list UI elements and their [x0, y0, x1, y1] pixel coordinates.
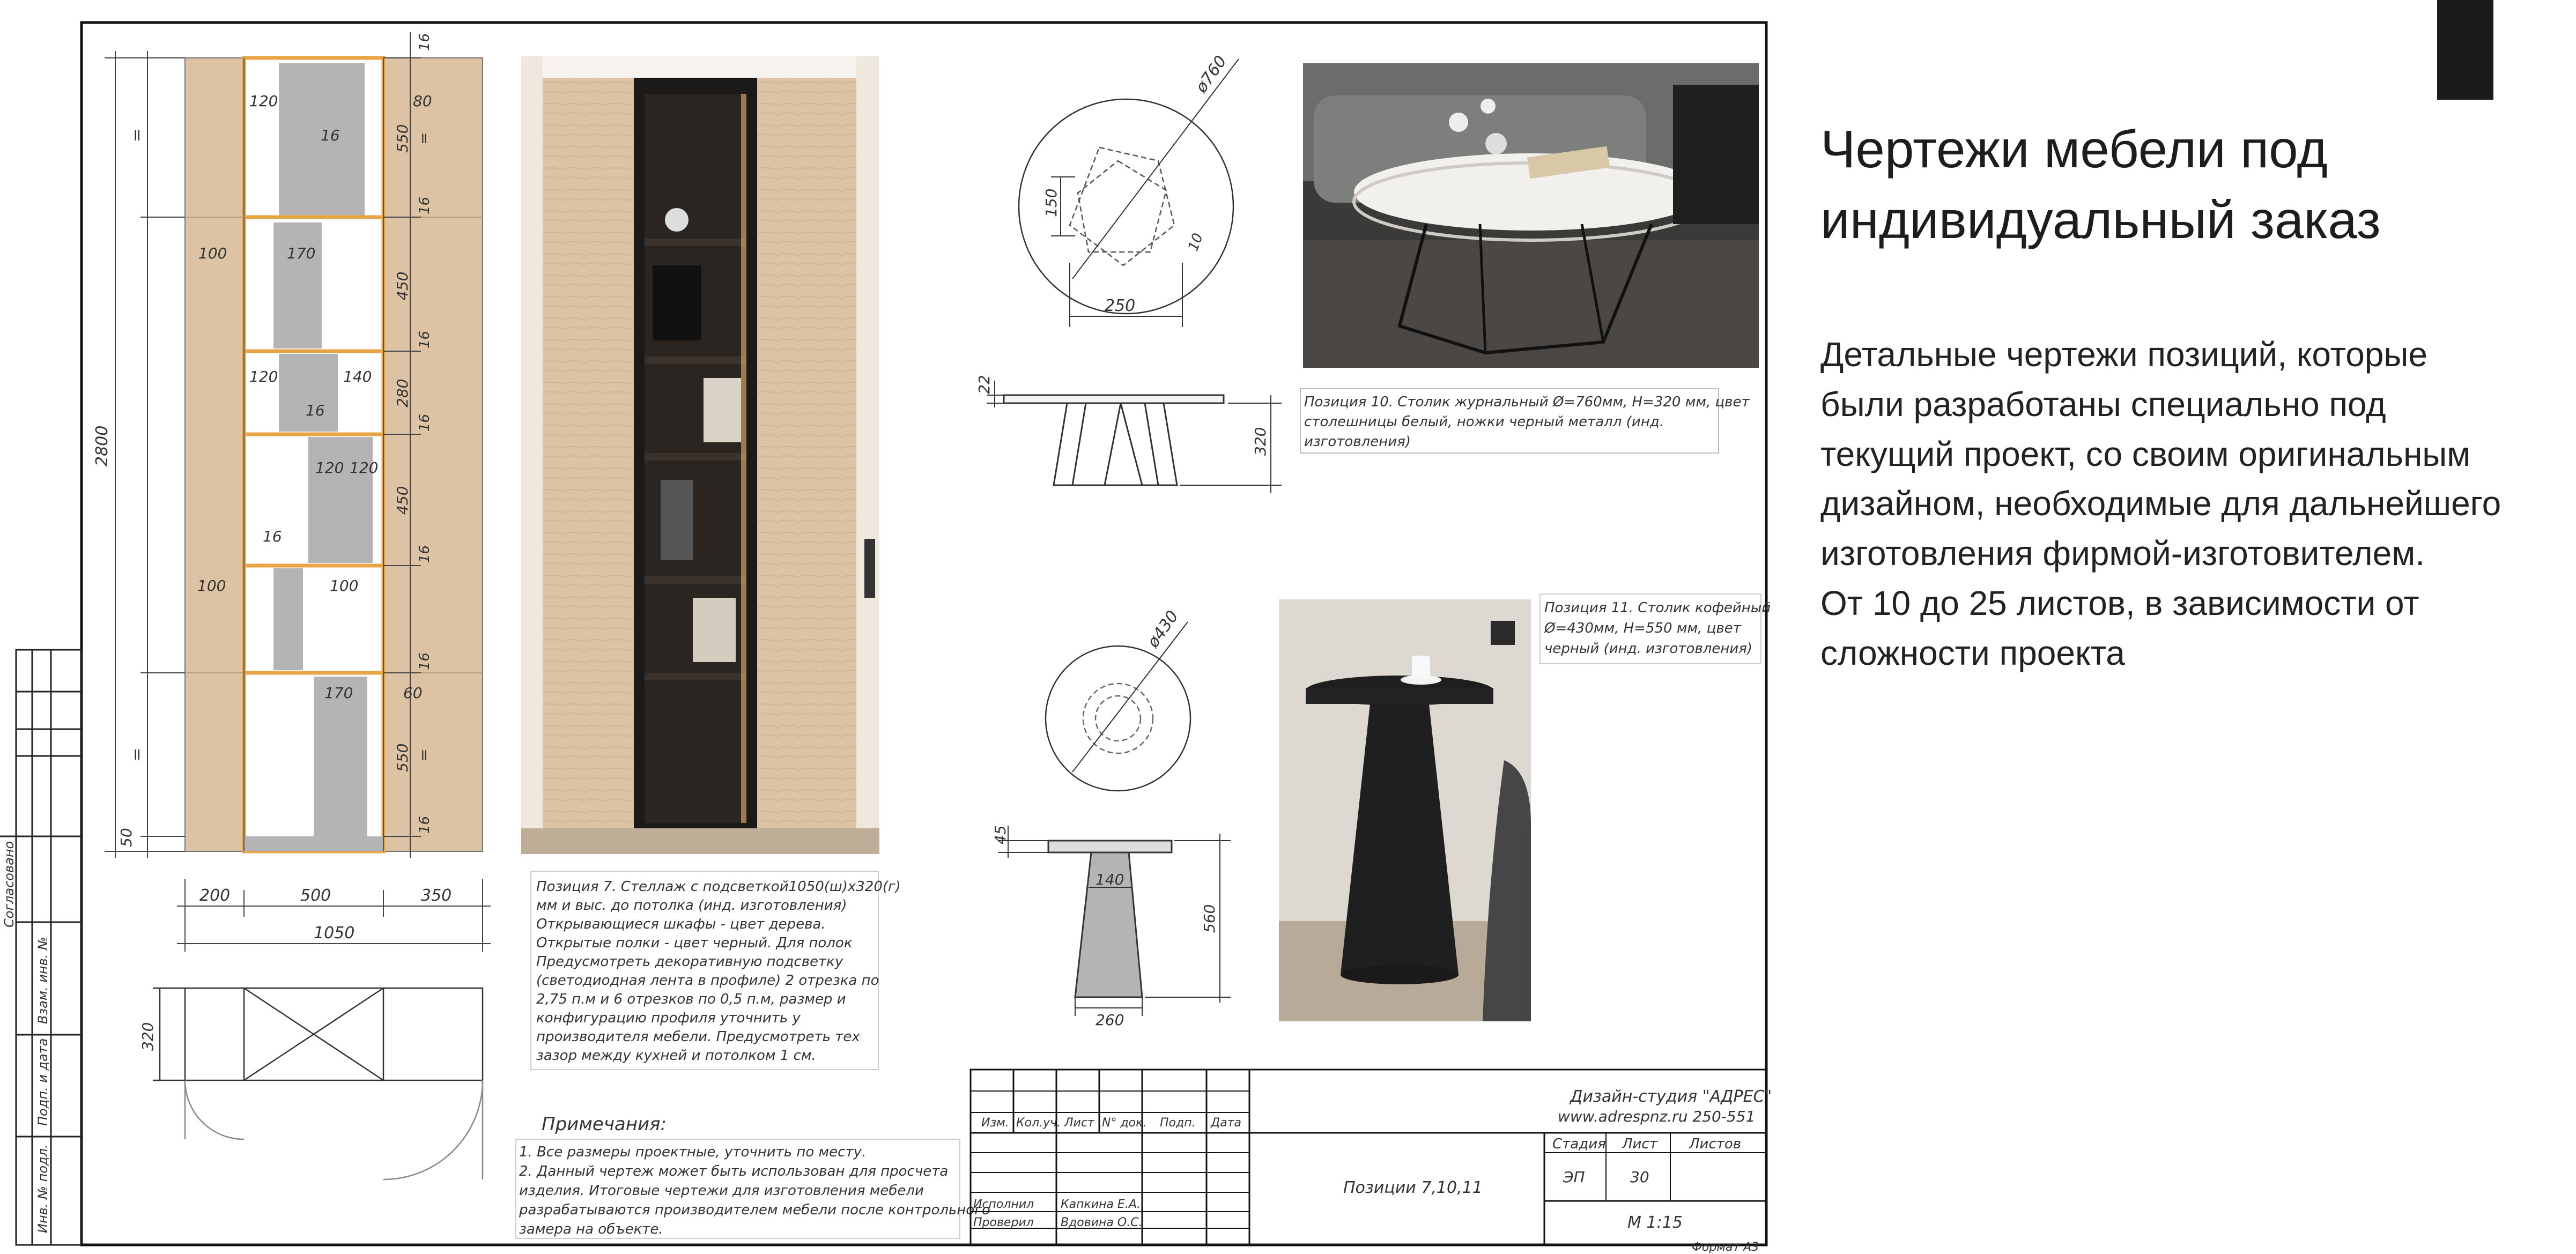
dim-i5: 170: [287, 244, 316, 262]
notes-title: Примечания:: [542, 1114, 667, 1135]
table11-elevation: [998, 826, 1231, 1016]
tb-col-izm: Изм.: [981, 1116, 1009, 1130]
shelf-caption-l5: Предусмотреть декоративную подсветку: [536, 954, 843, 970]
note-5: замера на объекте.: [519, 1221, 663, 1237]
stamp-agreed: Согласовано: [2, 841, 17, 927]
dim-s2: 550: [394, 124, 411, 153]
dim-t11-260: 260: [1095, 1011, 1124, 1029]
desc-line-3: текущий проект, со своим оригинальным: [1820, 434, 2471, 473]
tb-sheet-label: Лист: [1622, 1136, 1657, 1152]
dim-s1: 16: [417, 33, 433, 51]
tb-col-sign: Подп.: [1160, 1116, 1196, 1130]
dim-eq-right-top: =: [415, 132, 433, 145]
dim-i3: 80: [413, 92, 432, 110]
note-4: разрабатываются производителем мебели после контрольного: [519, 1202, 990, 1218]
tb-format: Формат А3: [1692, 1241, 1759, 1254]
dim-w1: 200: [199, 886, 231, 905]
note-3: изделия. Итоговые чертежи для изготовления мебели: [519, 1183, 924, 1199]
tb-stage-label: Стадия: [1552, 1136, 1606, 1152]
desc-line-6: От 10 до 25 листов, в зависимости от: [1820, 583, 2419, 622]
dim-s11: 16: [417, 652, 433, 670]
dim-s6: 280: [394, 379, 411, 407]
table10-photo-art: [1303, 63, 1759, 368]
tb-positions: Позиции 7,10,11: [1343, 1178, 1483, 1197]
dim-i2: 16: [321, 127, 340, 144]
dim-i1: 120: [249, 92, 278, 110]
dim-i9: 120: [315, 459, 344, 477]
dim-s12: 16: [417, 815, 433, 834]
dim-t10-22: 22: [975, 375, 993, 394]
table11-caption-l1: Позиция 11. Столик кофейный: [1544, 600, 1771, 616]
tb-sheets-label: Листов: [1689, 1136, 1742, 1152]
dim-i4: 100: [198, 244, 227, 262]
dim-eq-bottom: =: [128, 747, 146, 761]
tb-col-kolu: Кол.уч.: [1016, 1116, 1061, 1130]
tb-studio: Дизайн-студия "АДРЕС": [1570, 1087, 1772, 1106]
dim-i12: 100: [197, 577, 226, 595]
dim-t11-560: 560: [1201, 904, 1218, 933]
shelf-photo-art: [521, 56, 879, 854]
dim-i7: 140: [343, 368, 372, 385]
dim-eq-top: =: [128, 128, 146, 142]
note-2: 2. Данный чертеж может быть использован для просчета: [519, 1163, 949, 1179]
dim-s4: 450: [394, 271, 411, 300]
desc-line-1: Детальные чертежи позиций, которые: [1820, 335, 2427, 374]
dim-s5: 16: [417, 330, 433, 348]
dim-t11-45: 45: [991, 825, 1009, 844]
dim-w2: 500: [300, 886, 331, 905]
note-1: 1. Все размеры проектные, уточнить по месту.: [519, 1144, 867, 1160]
dim-t10-250: 250: [1105, 296, 1136, 315]
shelf-caption-l1: Позиция 7. Стеллаж с подсветкой1050(ш)х320(г): [536, 879, 901, 895]
shelf-caption-l9: производителя мебели. Предусмотреть тех: [536, 1029, 860, 1045]
shelf-caption-l2: мм и выс. до потолка (инд. изготовления): [536, 897, 847, 914]
shelf-caption-l3: Открывающиеся шкафы - цвет дерева.: [536, 916, 826, 932]
dim-i13: 100: [330, 577, 359, 595]
corner-bar: [2437, 0, 2493, 100]
desc-line-7: сложности проекта: [1820, 633, 2125, 672]
desc-line-4: дизайном, необходимые для дальнейшего: [1820, 484, 2501, 523]
tb-site: www.adrespnz.ru 250-551: [1558, 1108, 1756, 1125]
dim-t10-150: 150: [1042, 188, 1060, 217]
table11-caption-l2: Ø=430мм, Н=550 мм, цвет: [1544, 620, 1741, 636]
dim-i6: 120: [249, 368, 278, 385]
tb-name-2: Вдовина О.С.: [1061, 1216, 1143, 1229]
dim-t11-140: 140: [1095, 871, 1124, 888]
tb-col-list: Лист: [1064, 1116, 1094, 1130]
dim-i8: 16: [306, 402, 325, 419]
dim-eq-right-bottom: =: [415, 748, 433, 761]
heading-line-2: индивидуальный заказ: [1820, 190, 2381, 250]
dim-plinth: 50: [117, 828, 135, 847]
dim-w3: 350: [421, 886, 452, 905]
table11-caption-l3: черный (инд. изготовления): [1544, 641, 1753, 657]
tb-col-date: Дата: [1211, 1116, 1241, 1130]
tb-sheet-no: 30: [1630, 1168, 1649, 1186]
shelf-photo: [521, 56, 879, 854]
dim-d760: ø760: [1191, 52, 1231, 97]
dim-i11: 16: [263, 528, 282, 545]
desc-line-2: были разработаны специально под: [1820, 384, 2386, 424]
table10-photo: [1303, 63, 1759, 368]
tb-role-1: Исполнил: [973, 1198, 1034, 1211]
shelf-caption-l8: конфигурацию профиля уточнить у: [536, 1010, 801, 1026]
page-description: [1820, 330, 2555, 678]
table10-caption-l2: столешницы белый, ножки черный металл (инд.: [1304, 414, 1664, 430]
table11-plan: [1046, 622, 1190, 791]
shelf-elevation: [185, 58, 483, 851]
tb-role-2: Проверил: [973, 1216, 1034, 1229]
dim-i15: 60: [403, 684, 423, 702]
dim-t10-10: 10: [1185, 231, 1206, 254]
dim-s3: 16: [417, 196, 433, 214]
dim-t10-320: 320: [1252, 427, 1269, 456]
shelf-caption-l7: 2,75 п.м и 6 отрезков по 0,5 п.м, размер и: [536, 991, 846, 1007]
heading-line-1: Чертежи мебели под: [1820, 120, 2328, 179]
desc-line-5: изготовления фирмой-изготовителем.: [1820, 534, 2425, 573]
tb-name-1: Капкина Е.А.: [1061, 1198, 1141, 1211]
table10-elevation: [987, 381, 1282, 493]
table10-caption-l1: Позиция 10. Столик журнальный Ø=760мм, Н=320 мм, цвет: [1304, 394, 1750, 410]
shelf-height-dims: [105, 51, 185, 858]
stamp-inv: Инв. № подл.: [35, 1144, 50, 1233]
tb-col-doc: N° док.: [1102, 1116, 1147, 1130]
dim-s8: 450: [394, 486, 411, 515]
table11-photo: [1279, 599, 1531, 1021]
dim-s7: 16: [417, 413, 433, 432]
table10-caption-l3: изготовления): [1304, 434, 1411, 450]
table11-photo-art: [1279, 599, 1531, 1021]
shelf-caption-l10: зазор между кухней и потолком 1 см.: [536, 1048, 816, 1064]
dim-d430: ø430: [1143, 607, 1182, 651]
dim-s10: 550: [394, 743, 411, 772]
shelf-plan: [153, 988, 483, 1179]
tb-stage: ЭП: [1563, 1168, 1585, 1186]
dim-depth: 320: [139, 1022, 157, 1051]
stamp-sign: Подп. и дата: [35, 1038, 50, 1126]
dim-i14: 170: [324, 684, 353, 702]
dim-total-width: 1050: [314, 924, 355, 943]
shelf-caption-l4: Открытые полки - цвет черный. Для полок: [536, 935, 853, 951]
tb-scale: М 1:15: [1627, 1213, 1683, 1232]
dim-s9: 16: [417, 545, 433, 563]
dim-i10: 120: [350, 459, 379, 477]
page-heading: [1820, 114, 2544, 256]
dim-total-height: 2800: [93, 425, 112, 466]
shelf-caption-l6: (светодиодная лента в профиле) 2 отрезка по: [536, 973, 879, 989]
stamp-replace: Взам. инв. №: [35, 937, 50, 1024]
